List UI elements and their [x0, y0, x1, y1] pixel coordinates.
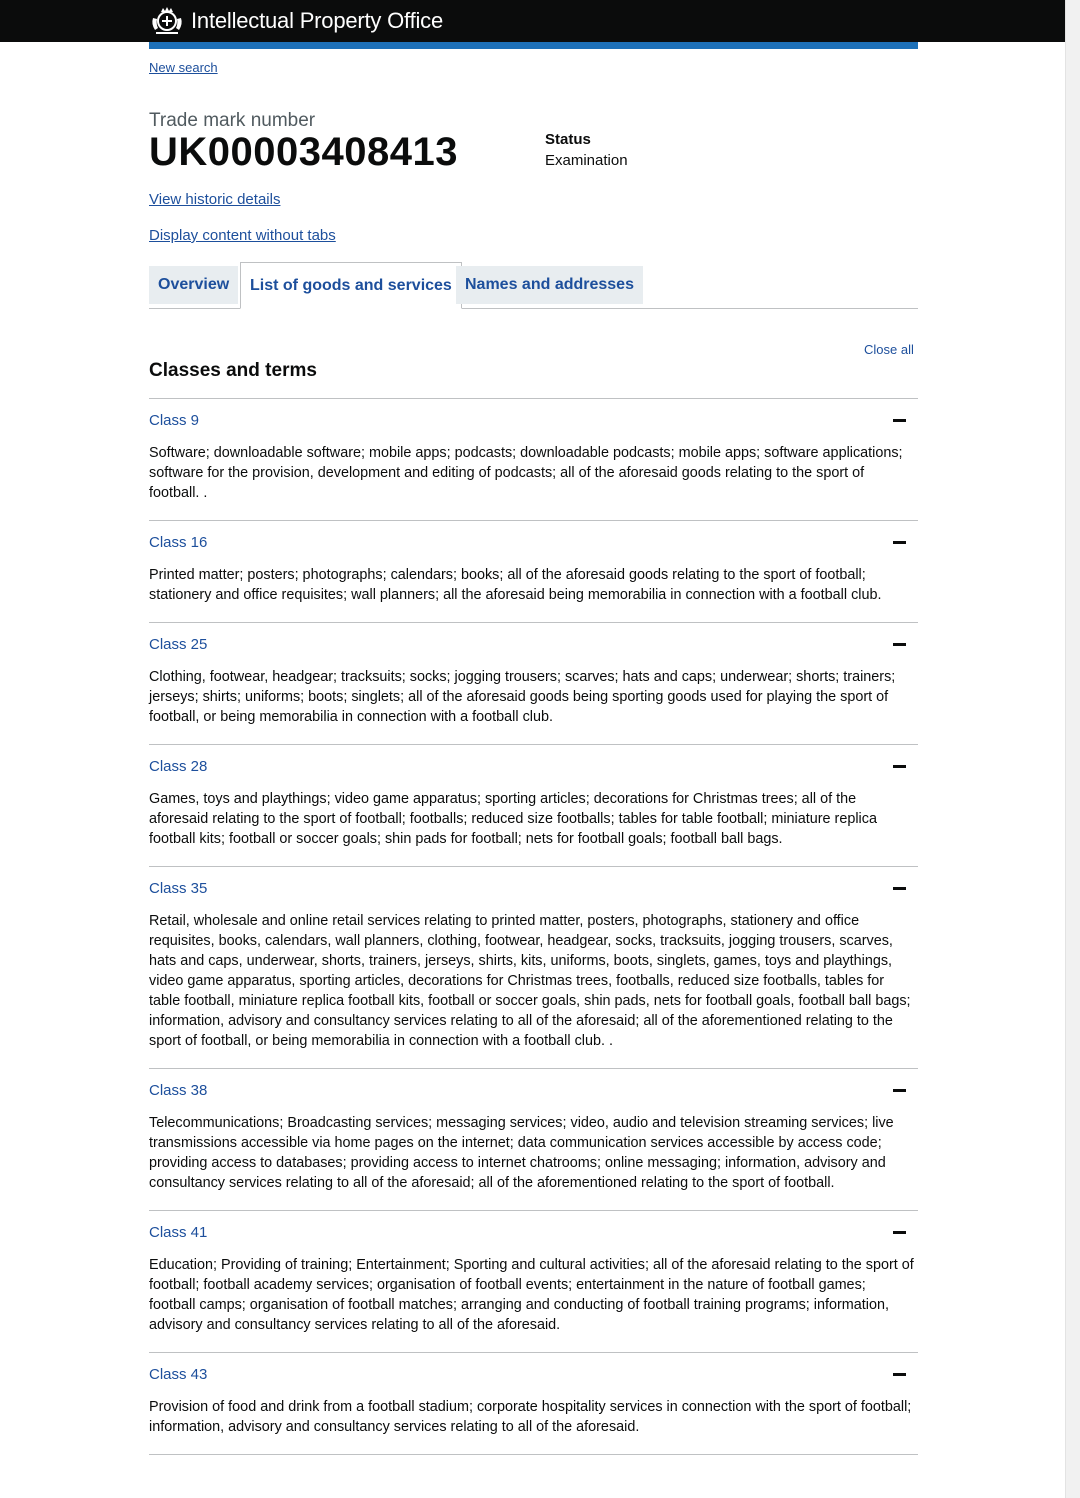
class-toggle[interactable] — [149, 623, 918, 667]
royal-crest-icon — [150, 6, 184, 36]
class-terms: Provision of food and drink from a football stadium; corporate hospitality services in connection with the sport of football; information, advisory and consultancy services relating to all of the aforesaid. — [149, 1399, 912, 1435]
trade-mark-number-caption: Trade mark number — [149, 110, 316, 131]
class-toggle[interactable] — [149, 745, 918, 789]
classes-and-terms-heading: Classes and terms — [149, 360, 317, 381]
collapse-minus-icon[interactable] — [893, 1373, 906, 1376]
class-terms: Retail, wholesale and online retail services relating to printed matter, posters, photographs, stationery and office requisites, books, calendars, wall planners, clothing, footwear, headgear, socks, tracksuits, jogging trousers, scarves, hats and caps, underwear, shorts, trainers, jerseys, shirts, kits, uniforms, boots, singlets, games, toys and playthings, video game apparatus, sporting articles, decorations for Christmas trees, footballs, reduced size footballs, tables for table football, miniature replica football kits, football or soccer goals, shin pads, nets for football goals, football ball bags; information, advisory and consultancy services relating to all of the aforesaid; all of the aforementioned relating to the sport of football, or being memorabilia in connection with a football club. . — [149, 913, 911, 1049]
header-brand[interactable] — [150, 5, 443, 37]
collapse-minus-icon[interactable] — [893, 1089, 906, 1092]
class-label: Class 16 — [149, 534, 208, 551]
classes-list — [149, 398, 918, 1455]
class-accordion-item — [149, 622, 918, 744]
collapse-minus-icon[interactable] — [893, 541, 906, 544]
class-label: Class 9 — [149, 412, 200, 429]
close-all-link[interactable]: Close all — [864, 342, 914, 357]
class-toggle[interactable] — [149, 1353, 918, 1397]
class-accordion-item — [149, 398, 918, 520]
collapse-minus-icon[interactable] — [893, 1231, 906, 1234]
class-terms: Education; Providing of training; Entertainment; Sporting and cultural activities; all of the aforesaid relating to the sport of football; football academy services; organisation of football events; entertainment in the nature of football games; football camps; organisation of football matches; arranging and conducting of football training programs; information, advisory and consultancy services relating to all of the aforesaid. — [149, 1257, 914, 1333]
collapse-minus-icon[interactable] — [893, 419, 906, 422]
tab-names-and-addresses[interactable]: Names and addresses — [456, 266, 643, 304]
display-without-tabs-link[interactable]: Display content without tabs — [149, 227, 336, 244]
collapse-minus-icon[interactable] — [893, 887, 906, 890]
class-terms: Telecommunications; Broadcasting services; messaging services; video, audio and television streaming services; live transmissions accessible via home pages on the internet; data communication services accessible by access code; providing access to databases; providing access to internet chatrooms; online messaging; information, advisory and consultancy services relating to all of the aforesaid; all of the aforementioned relating to the sport of football. — [149, 1115, 894, 1191]
trade-mark-number: UK00003408413 — [149, 130, 458, 174]
class-label: Class 38 — [149, 1082, 208, 1099]
class-toggle[interactable] — [149, 521, 918, 565]
class-label: Class 25 — [149, 636, 208, 653]
class-label: Class 28 — [149, 758, 208, 775]
classes-list-end-divider — [149, 1454, 918, 1455]
class-accordion-item — [149, 1068, 918, 1210]
class-terms: Games, toys and playthings; video game apparatus; sporting articles; decorations for Christmas trees; all of the aforesaid relating to the sport of football; footballs; reduced size footballs; tables for table football; miniature replica football kits; football or soccer goals; shin pads for football; nets for football goals; football ball bags. — [149, 791, 877, 847]
scrollbar[interactable] — [1065, 0, 1080, 1498]
class-accordion-item — [149, 866, 918, 1068]
class-accordion-item — [149, 1352, 918, 1454]
class-terms: Clothing, footwear, headgear; tracksuits; socks; jogging trousers; scarves; hats and caps; underwear; shorts; trainers; jerseys; shirts; uniforms; boots; singlets; all of the aforesaid goods being sporting goods used for playing the sport of football, or being memorabilia in connection with a football club. — [149, 669, 896, 725]
tab-overview[interactable]: Overview — [149, 266, 238, 304]
class-terms: Software; downloadable software; mobile apps; podcasts; downloadable podcasts; mobile apps; software applications; software for the provision, development and editing of podcasts; all of the aforesaid goods relating to the sport of football. . — [149, 445, 903, 501]
class-accordion-item — [149, 1210, 918, 1352]
class-toggle[interactable] — [149, 399, 918, 443]
site-title: Intellectual Property Office — [191, 8, 444, 33]
class-label: Class 35 — [149, 880, 208, 897]
collapse-minus-icon[interactable] — [893, 643, 906, 646]
header-accent-bar — [149, 42, 918, 49]
collapse-minus-icon[interactable] — [893, 765, 906, 768]
class-label: Class 41 — [149, 1224, 208, 1241]
class-accordion-item — [149, 744, 918, 866]
class-toggle[interactable] — [149, 1211, 918, 1255]
status-label: Status — [545, 131, 591, 148]
class-accordion-item — [149, 520, 918, 622]
class-toggle[interactable] — [149, 867, 918, 911]
tab-goods-and-services[interactable]: List of goods and services — [240, 262, 462, 309]
status-value: Examination — [545, 152, 628, 169]
class-terms: Printed matter; posters; photographs; calendars; books; all of the aforesaid goods relating to the sport of football; stationery and office requisites; wall planners; all the aforesaid being memorabilia in connection with a football club. — [149, 567, 882, 603]
new-search-link[interactable]: New search — [149, 60, 218, 75]
class-toggle[interactable] — [149, 1069, 918, 1113]
class-label: Class 43 — [149, 1366, 208, 1383]
view-historic-details-link[interactable]: View historic details — [149, 191, 281, 208]
site-header — [0, 0, 1066, 42]
